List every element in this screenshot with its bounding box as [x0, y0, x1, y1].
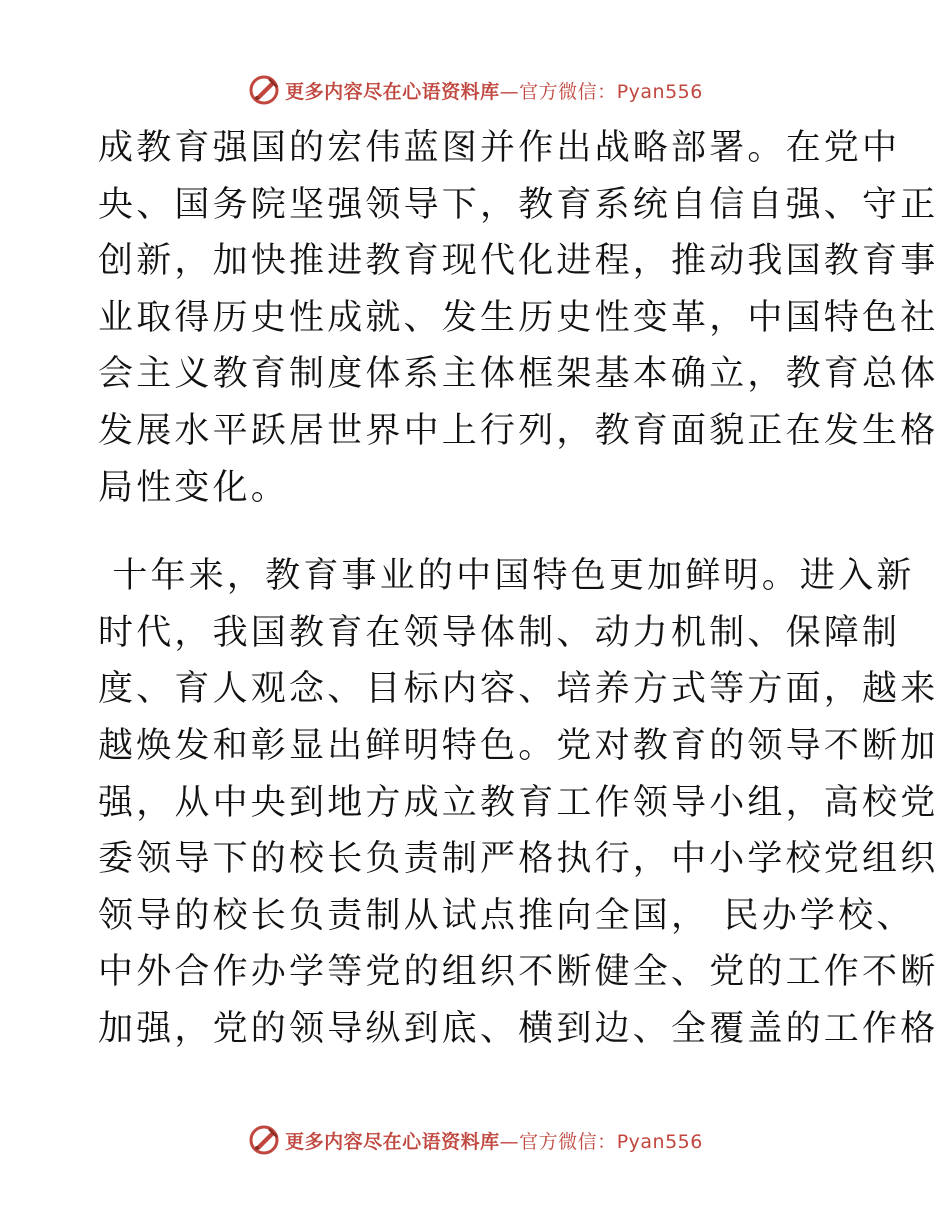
banner-wechat-id: Pyan556: [616, 1130, 703, 1153]
banner-text: [285, 1127, 703, 1154]
text-line: 时代，我国教育在领导体制、动力机制、保障制: [98, 612, 901, 653]
text-line: 会主义教育制度体系主体框架基本确立，教育总体: [98, 354, 939, 395]
banner-site-text: 更多内容尽在心语资料库: [285, 1130, 500, 1153]
text-line: 局性变化。: [98, 467, 290, 508]
banner-site-text: 更多内容尽在心语资料库: [285, 80, 500, 103]
text-line: 越焕发和彰显出鲜明特色。党对教育的领导不断加: [98, 725, 939, 766]
pen-circle-logo-icon: [247, 1123, 281, 1157]
text-line: 发展水平跃居世界中上行列，教育面貌正在发生格: [98, 410, 939, 451]
text-line: 委领导下的校长负责制严格执行，中小学校党组织: [98, 839, 939, 880]
document-body: [98, 120, 939, 1058]
text-line: 业取得历史性成就、发生历史性变革，中国特色社: [98, 297, 939, 338]
banner-dash: —: [499, 1130, 520, 1153]
text-line: 十年来，教育事业的中国特色更加鲜明。进入新: [98, 556, 915, 597]
paragraph-1: [98, 120, 939, 516]
banner-wechat-label: 官方微信：: [519, 1130, 617, 1153]
banner-dash: —: [499, 80, 520, 103]
paragraph-2: [98, 548, 939, 1057]
text-line: 领导的校长负责制从试点推向全国， 民办学校、: [98, 895, 915, 936]
footer-watermark-banner: [0, 1120, 950, 1160]
banner-text: [285, 77, 703, 104]
banner-wechat-label: 官方微信：: [519, 80, 617, 103]
header-watermark-banner: [0, 70, 950, 110]
text-line: 强，从中央到地方成立教育工作领导小组，高校党: [98, 782, 939, 823]
text-line: 成教育强国的宏伟蓝图并作出战略部署。在党中: [98, 128, 901, 168]
pen-circle-logo-icon: [247, 73, 281, 107]
text-line: 中外合作办学等党的组织不断健全、党的工作不断: [98, 952, 939, 993]
text-line: 央、国务院坚强领导下，教育系统自信自强、守正: [98, 184, 939, 225]
text-line: 创新，加快推进教育现代化进程，推动我国教育事: [98, 241, 939, 282]
text-line: 度、育人观念、目标内容、培养方式等方面，越来: [98, 669, 939, 710]
banner-wechat-id: Pyan556: [616, 80, 703, 103]
text-line: 加强，党的领导纵到底、横到边、全覆盖的工作格: [98, 1008, 939, 1049]
